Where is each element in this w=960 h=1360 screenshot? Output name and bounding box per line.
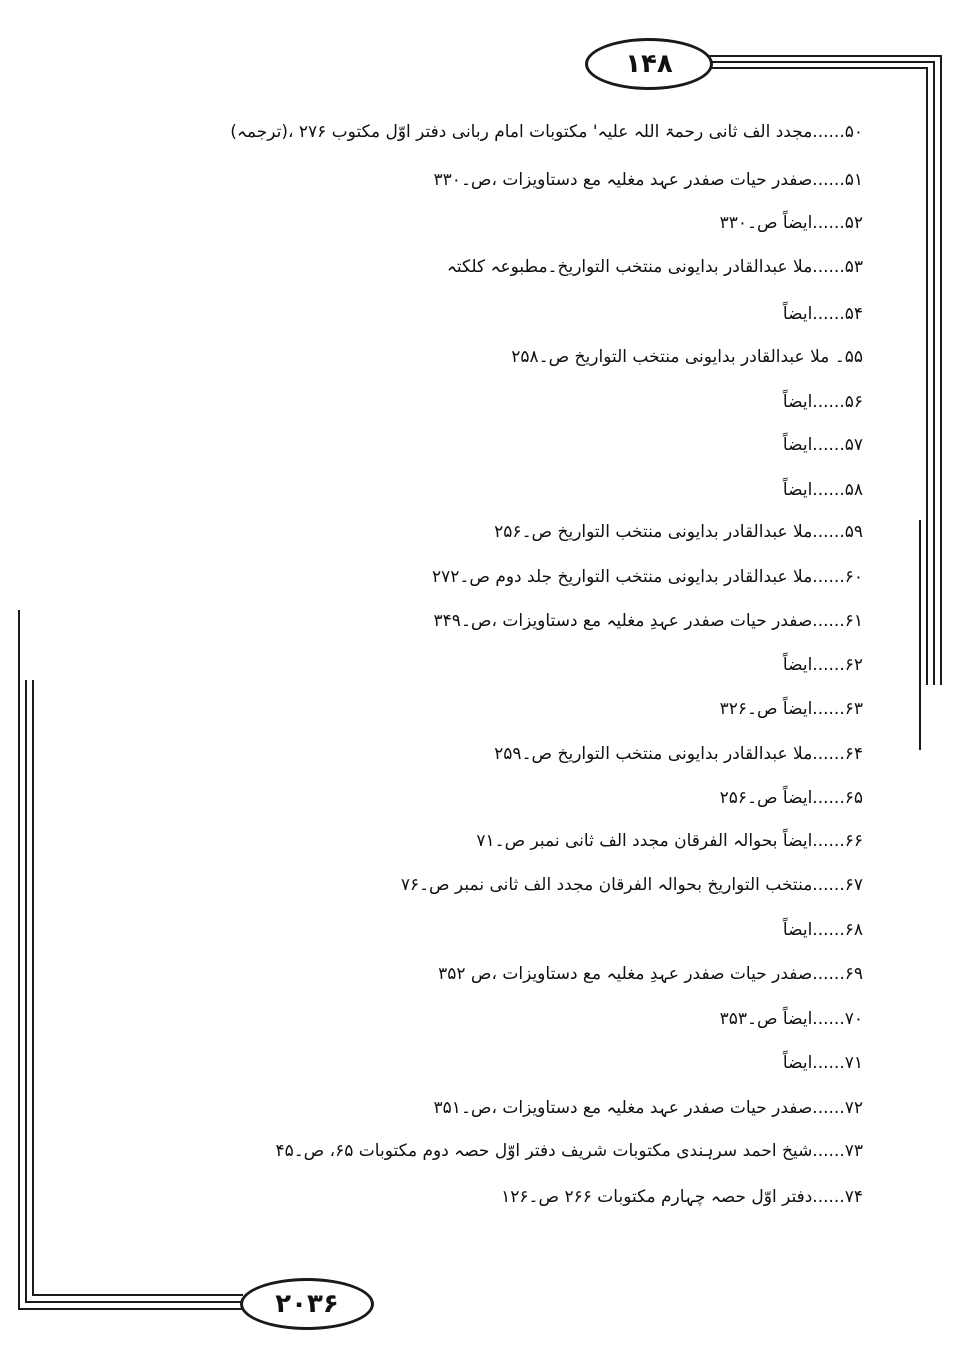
reference-item: ۷۱......ایضاً: [782, 1053, 863, 1073]
reference-item: ۵۸......ایضاً: [782, 480, 863, 500]
reference-item: ۵۵۔ ملا عبدالقادر بدایونی منتخب التواریخ ص۔۲۵۸: [511, 347, 863, 367]
reference-item: ۵۳......ملا عبدالقادر بدایونی منتخب التواریخ۔مطبوعہ کلکتہ: [446, 257, 863, 277]
reference-item: ۶۹......صفدر حیات صفدر عہدِ مغلیہ مع دستاویزات ،ص ۳۵۲: [438, 964, 863, 984]
reference-item: ۶۱......صفدر حیات صفدر عہدِ مغلیہ مع دستاویزات ،ص۔۳۴۹: [433, 611, 863, 631]
reference-item: ۶۵......ایضاً ص۔۲۵۶: [719, 788, 863, 808]
reference-item: ۵۹......ملا عبدالقادر بدایونی منتخب التواریخ ص۔۲۵۶: [494, 522, 863, 542]
reference-item: ۵۱......صفدر حیات صفدر عہد مغلیہ مع دستاویزات ،ص۔۳۳۰: [433, 170, 863, 190]
reference-item: ۶۲......ایضاً: [782, 655, 863, 675]
reference-item: ۷۲......صفدر حیات صفدر عہد مغلیہ مع دستاویزات ،ص۔۳۵۱: [433, 1098, 863, 1118]
reference-item: ۵۲......ایضاً ص۔۳۳۰: [719, 213, 863, 233]
reference-item: ۷۳......شیخ احمد سرہندی مکتوبات شریف دفتر اوّل حصہ دوم مکتوبات ۶۵، ص۔۴۵: [275, 1141, 863, 1161]
reference-item: ۵۴......ایضاً: [782, 304, 863, 324]
reference-item: ۶۰......ملا عبدالقادر بدایونی منتخب التواریخ جلد دوم ص۔۲۷۲: [432, 567, 863, 587]
reference-item: ۵۰......مجدد الف ثانی رحمۃ اللہ علیہ' مکتوبات امام ربانی دفتر اوّل مکتوب ۲۷۶ ،(ترجمہ): [230, 122, 863, 142]
page-number-top: ۱۴۸: [585, 38, 713, 90]
reference-item: ۶۸......ایضاً: [782, 920, 863, 940]
reference-item: ۶۷......منتخب التواریخ بحوالہ الفرقان مجدد الف ثانی نمبر ص۔۷۶: [400, 875, 863, 895]
page-number-bottom: ۲۰۳۶: [240, 1278, 374, 1330]
reference-item: ۶۳......ایضاً ص۔۳۲۶: [719, 699, 863, 719]
reference-item: ۷۴......دفتر اوّل حصہ چہارم مکتوبات ۲۶۶ ص۔۱۲۶: [501, 1187, 863, 1207]
reference-item: ۷۰......ایضاً ص۔۳۵۳: [719, 1009, 863, 1029]
reference-item: ۶۴......ملا عبدالقادر بدایونی منتخب التواریخ ص۔۲۵۹: [494, 744, 863, 764]
reference-item: ۵۷......ایضاً: [782, 435, 863, 455]
reference-item: ۶۶......ایضاً بحوالہ الفرقان مجدد الف ثانی نمبر ص۔۷۱: [476, 831, 863, 851]
reference-item: ۵۶......ایضاً: [782, 392, 863, 412]
